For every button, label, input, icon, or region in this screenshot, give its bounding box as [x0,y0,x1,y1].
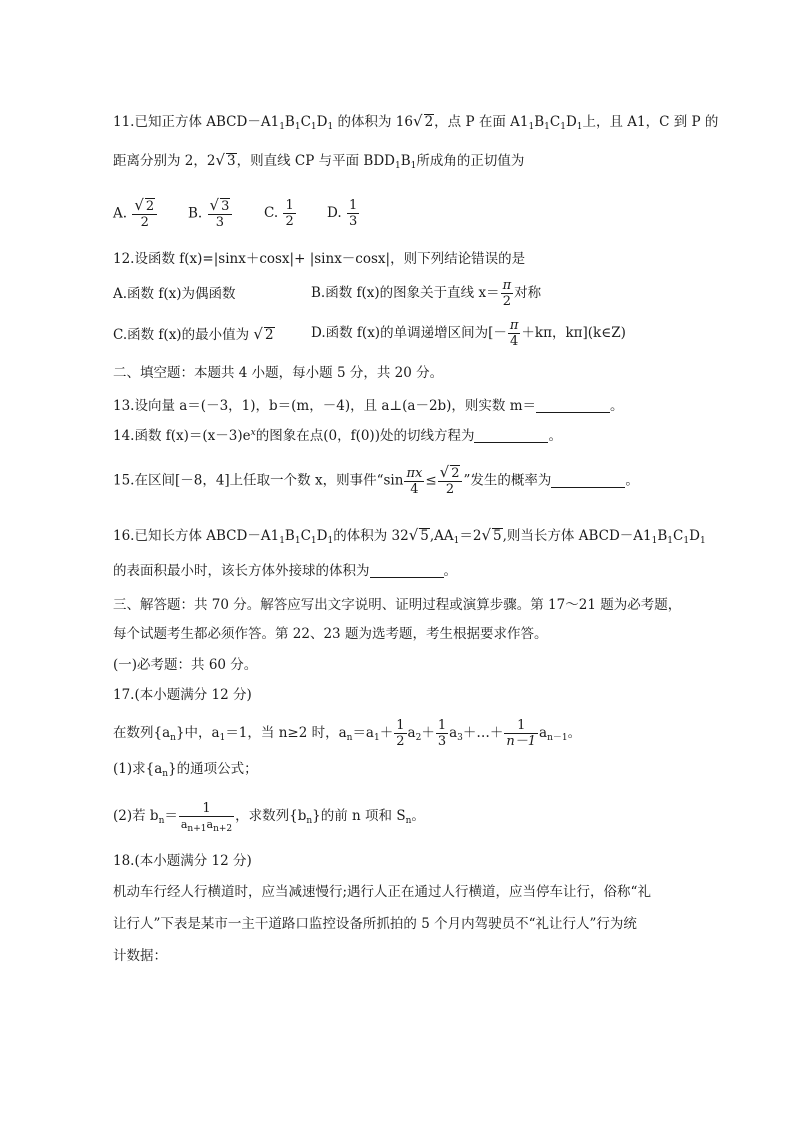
section2-heading: 二、填空题：本题共 4 小题，每小题 5 分，共 20 分。 [113,365,444,381]
required-header: (一)必考题：共 60 分。 [113,657,258,673]
q15-answer-blank[interactable] [551,473,625,488]
q12-stem: 12.设函数 f(x)=|sinx＋cosx|+ |sinx－cosx|，则下列结论错误的是 [113,251,526,267]
q17-stem: 在数列$\{a_n\}$中，$a_1=1$，当 n≥2 时，$a_n=a_1+$ $\frac{1}{2}$ $a_2+$ $\frac{1}{3}$ $a_3+\dots+$ $\frac{1}{n-1}$ $a_{n-1}$。 [113,718,582,749]
section3-line2: 每个试题考生都必须作答。第 22、23 题为选考题，考生根据要求作答。 [113,626,548,642]
q18-title: 18.(本小题满分 12 分) [113,853,252,869]
q16-line2: 的表面积最小时，该长方体外接球的体积为 。 [113,563,457,579]
section3-line1: 三、解答题：共 70 分。解答应写出文字说明、证明过程或演算步骤。第 17～21 题为必考题， [113,597,682,613]
q17-title: 17.(本小题满分 12 分) [113,687,252,703]
q17-part2: (2)若 $b_n=$ $\frac{1}{a_{n+1}a_{n+2}}$ ，求数列$\{b_n\}$的前 n 项和 $S_n$。 [113,801,425,834]
q11-line1: 11.已知正方体 $ABCD-A1_1B_1C_1D_1$ 的体积为 16√ 2，点 P 在面 $A1_1B_1C_1D_1$上，且 A1，C 到 P 的 [113,112,719,132]
q12-option-b: B.函数 f(x)的图象关于直线 x＝ $\frac{\pi}{2}$ 对称 [311,278,542,309]
q13: 13.设向量 a＝(－3，1)，b＝(m，－4)，且 a⊥(a－2b)，则实数 m＝ 。 [113,398,624,414]
q13-answer-blank[interactable] [536,398,610,413]
q11-option-d: D. $\frac{1}{3}$ [327,198,358,229]
q11-line2: 距离分别为 2，2√ 3，则直线 CP 与平面 $BDD_1B_1$所成角的正切值为 [113,151,525,171]
q14: 14.函数 $f(x)=(x-3)e^x$的图象在点(0，f(0))处的切线方程为 。 [113,428,562,444]
q18-line2: 让行人”下表是某市一主干道路口监控设备所抓拍的 5 个月内驾驶员不“礼让行人”行为统 [113,916,637,932]
q12-option-c: C.函数 f(x)的最小值为 √ 2 [113,325,274,343]
q14-answer-blank[interactable] [474,428,548,443]
q17-part1: (1)求$\{a_n\}$的通项公式； [113,761,258,779]
q11-option-b: B. $\frac{√ 3}{3}$ [188,198,233,230]
q12-option-a: A.函数 f(x)为偶函数 [113,286,236,302]
q15: 15.在区间[－8，4]上任取一个数 x，则事件“sin $\frac{\pi x}{4}$ ≤ $\frac{√ 2}{2}$ ”发生的概率为 。 [113,463,639,497]
q18-line3: 计数据： [113,948,167,964]
q11-option-c: C. $\frac{1}{2}$ [264,198,294,229]
q18-line1: 机动车行经人行横道时，应当减速慢行;遇行人正在通过人行横道，应当停车让行，俗称“礼 [113,884,651,900]
q16-answer-blank[interactable] [370,563,444,578]
q16-line1: 16.已知长方体 $ABCD-A1_1B_1C_1D_1$的体积为 32√ $5,AA_1=2√$ 5,则当长方体 $ABCD-A1_1B_1C_1D_1$ [113,526,706,546]
q11-option-a: A. $\frac{√ 2}{2}$ [113,198,158,230]
q12-option-d: D.函数 f(x)的单调递增区间为[－ $\frac{\pi}{4}$ ＋kπ，kπ](k∈Z) [311,318,626,349]
